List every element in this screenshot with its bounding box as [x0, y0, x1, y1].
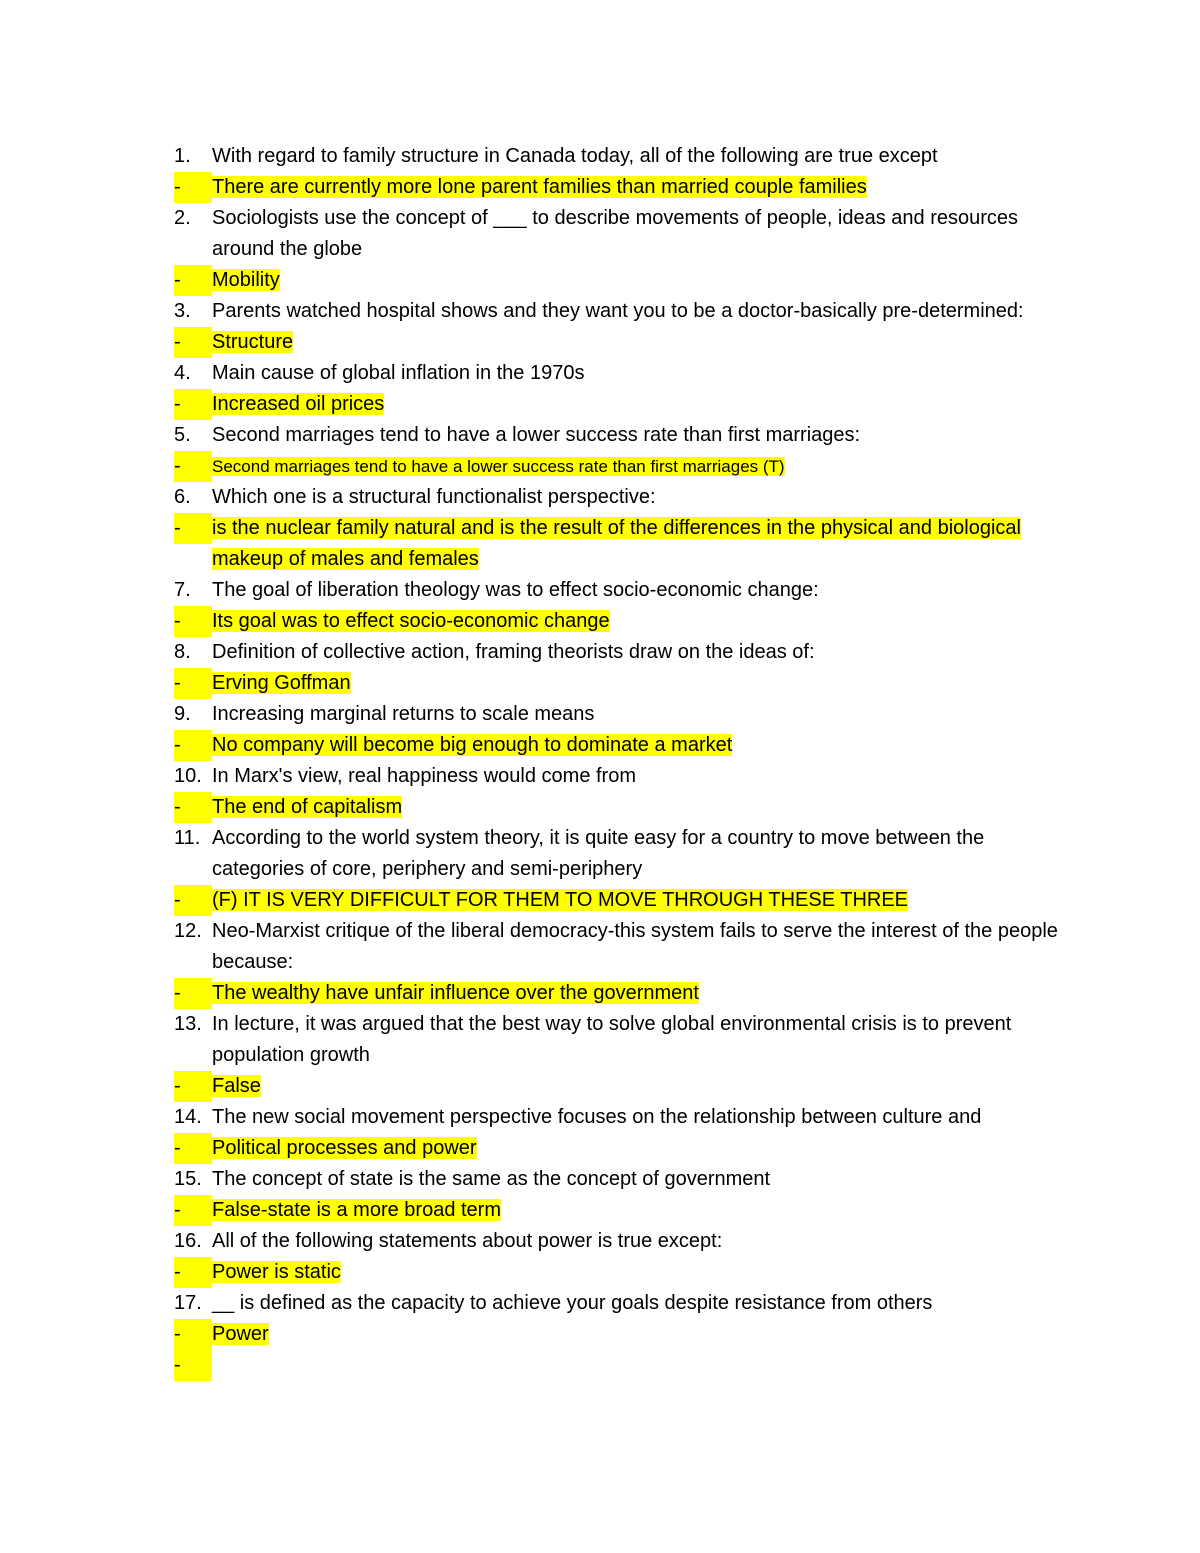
answer-text: False-state is a more broad term — [212, 1199, 501, 1221]
answer-7 — [174, 606, 1074, 637]
answer-8 — [174, 668, 1074, 699]
answer-bullet: - — [174, 1071, 212, 1102]
question-text: Parents watched hospital shows and they want you to be a doctor-basically pre-determined: — [212, 300, 1024, 322]
answer-16 — [174, 1257, 1074, 1288]
answer-text: False — [212, 1075, 261, 1097]
question-12 — [174, 916, 1074, 978]
answer-text: No company will become big enough to dominate a market — [212, 734, 733, 756]
question-2 — [174, 203, 1074, 265]
answer-text: The wealthy have unfair influence over the government — [212, 982, 699, 1004]
question-3 — [174, 296, 1074, 327]
answer-bullet: - — [174, 1257, 212, 1288]
question-text: The new social movement perspective focuses on the relationship between culture and — [212, 1106, 982, 1128]
question-1 — [174, 141, 1074, 172]
answer-13 — [174, 1071, 1074, 1102]
answer-text: Increased oil prices — [212, 393, 385, 415]
question-number: 16. — [174, 1230, 202, 1252]
question-number: 1. — [174, 145, 191, 167]
question-text: Increasing marginal returns to scale means — [212, 703, 595, 725]
answer-5 — [174, 451, 1074, 482]
question-text: The goal of liberation theology was to effect socio-economic change: — [212, 579, 819, 601]
answer-bullet: - — [174, 1195, 212, 1226]
question-17 — [174, 1288, 1074, 1319]
answer-11 — [174, 885, 1074, 916]
answer-text: (F) IT IS VERY DIFFICULT FOR THEM TO MOVE THROUGH THESE THREE — [212, 889, 909, 911]
answer-bullet: - — [174, 606, 212, 637]
question-number: 11. — [174, 827, 201, 849]
question-number: 3. — [174, 300, 191, 322]
answer-text: Power is static — [212, 1261, 341, 1283]
answer-2 — [174, 265, 1074, 296]
answer-bullet: - — [174, 978, 212, 1009]
answer-6 — [174, 513, 1074, 575]
question-text: According to the world system theory, it is quite easy for a country to move between the categories of core, periphery and semi-periphery — [212, 827, 985, 880]
answer-14 — [174, 1133, 1074, 1164]
question-number: 12. — [174, 920, 202, 942]
question-text: All of the following statements about power is true except: — [212, 1230, 723, 1252]
question-13 — [174, 1009, 1074, 1071]
question-number: 6. — [174, 486, 191, 508]
question-number: 7. — [174, 579, 191, 601]
answer-bullet: - — [174, 389, 212, 420]
answer-12 — [174, 978, 1074, 1009]
question-number: 4. — [174, 362, 191, 384]
question-number: 5. — [174, 424, 191, 446]
question-text: Second marriages tend to have a lower success rate than first marriages: — [212, 424, 861, 446]
empty-answer-bullet — [174, 1350, 1074, 1381]
answer-text: Its goal was to effect socio-economic change — [212, 610, 610, 632]
question-14 — [174, 1102, 1074, 1133]
answer-10 — [174, 792, 1074, 823]
answer-bullet: - — [174, 792, 212, 823]
answer-bullet: - — [174, 730, 212, 761]
question-5 — [174, 420, 1074, 451]
answer-bullet: - — [174, 265, 212, 296]
answer-text: Power — [212, 1323, 269, 1345]
question-text: Neo-Marxist critique of the liberal democracy-this system fails to serve the interest of the people because: — [212, 920, 1058, 973]
question-number: 13. — [174, 1013, 202, 1035]
question-text: In Marx's view, real happiness would come from — [212, 765, 636, 787]
answer-bullet: - — [174, 1319, 212, 1350]
answer-bullet: - — [174, 513, 212, 544]
question-15 — [174, 1164, 1074, 1195]
answer-text: Mobility — [212, 269, 280, 291]
answer-17 — [174, 1319, 1074, 1350]
answer-text: Structure — [212, 331, 294, 353]
question-4 — [174, 358, 1074, 389]
question-text: Main cause of global inflation in the 1970s — [212, 362, 585, 384]
question-8 — [174, 637, 1074, 668]
question-text: Which one is a structural functionalist perspective: — [212, 486, 656, 508]
question-number: 14. — [174, 1106, 202, 1128]
answer-4 — [174, 389, 1074, 420]
answer-9 — [174, 730, 1074, 761]
question-7 — [174, 575, 1074, 606]
answer-bullet: - — [174, 885, 212, 916]
question-10 — [174, 761, 1074, 792]
question-9 — [174, 699, 1074, 730]
question-number: 17. — [174, 1292, 202, 1314]
answer-text: Political processes and power — [212, 1137, 477, 1159]
question-number: 9. — [174, 703, 191, 725]
answer-text: Erving Goffman — [212, 672, 351, 694]
answer-15 — [174, 1195, 1074, 1226]
answer-text: There are currently more lone parent families than married couple families — [212, 176, 867, 198]
answer-bullet: - — [174, 1350, 212, 1381]
question-text: The concept of state is the same as the concept of government — [212, 1168, 771, 1190]
question-text: __ is defined as the capacity to achieve your goals despite resistance from others — [212, 1292, 933, 1314]
question-16 — [174, 1226, 1074, 1257]
answer-3 — [174, 327, 1074, 358]
answer-bullet: - — [174, 668, 212, 699]
question-text: Sociologists use the concept of ___ to describe movements of people, ideas and resources around the globe — [212, 207, 1019, 260]
question-text: In lecture, it was argued that the best way to solve global environmental crisis is to prevent population growth — [212, 1013, 1012, 1066]
question-number: 2. — [174, 207, 191, 229]
answer-bullet: - — [174, 451, 212, 482]
question-number: 10. — [174, 765, 202, 787]
question-number: 8. — [174, 641, 191, 663]
question-number: 15. — [174, 1168, 202, 1190]
question-text: With regard to family structure in Canada today, all of the following are true except — [212, 145, 938, 167]
question-text: Definition of collective action, framing theorists draw on the ideas of: — [212, 641, 815, 663]
answer-text: The end of capitalism — [212, 796, 403, 818]
answer-1 — [174, 172, 1074, 203]
answer-bullet: - — [174, 327, 212, 358]
question-list — [174, 141, 1074, 1381]
answer-text: Second marriages tend to have a lower success rate than first marriages (T) — [212, 457, 785, 476]
question-11 — [174, 823, 1074, 885]
question-6 — [174, 482, 1074, 513]
answer-bullet: - — [174, 172, 212, 203]
answer-text: is the nuclear family natural and is the result of the differences in the physical and biological makeup of males and females — [212, 517, 1021, 570]
answer-bullet: - — [174, 1133, 212, 1164]
